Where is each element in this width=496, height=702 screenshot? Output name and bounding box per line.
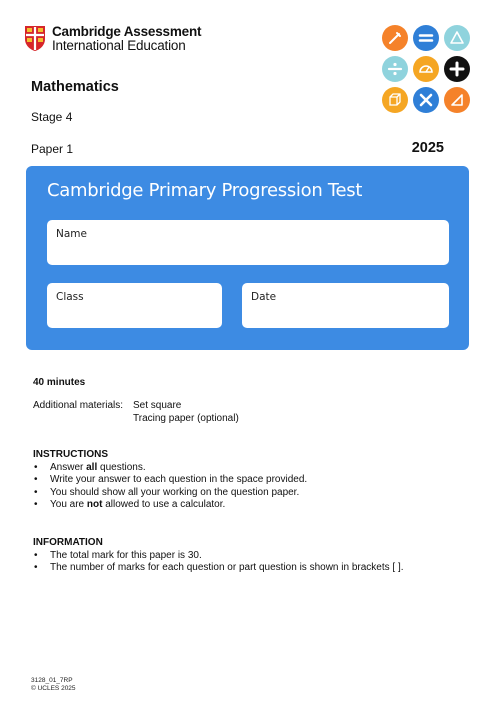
shield-icon [24, 25, 46, 52]
name-field[interactable] [47, 220, 449, 265]
information-heading: INFORMATION [33, 537, 103, 548]
date-field[interactable] [242, 283, 449, 328]
equals-icon [413, 25, 439, 51]
instruction-item: • You are not allowed to use a calculator. [33, 499, 307, 512]
multiply-icon [413, 87, 439, 113]
protractor-icon [413, 56, 439, 82]
instruction-item: • You should show all your working on the question paper. [33, 487, 307, 500]
information-item: • The number of marks for each question or part question is shown in brackets [ ]. [33, 562, 404, 575]
material-item: Tracing paper (optional) [133, 413, 239, 424]
paper-code: 3128_01_7RP [31, 677, 73, 684]
class-field[interactable] [47, 283, 222, 328]
information-item: • The total mark for this paper is 30. [33, 550, 404, 563]
set-square-icon [444, 87, 470, 113]
exam-year: 2025 [411, 140, 444, 156]
information-section [33, 537, 404, 575]
instructions-section [33, 449, 307, 512]
org-name-line1: Cambridge Assessment [52, 24, 202, 39]
instructions-heading: INSTRUCTIONS [33, 449, 108, 460]
name-field-label: Name [56, 228, 87, 240]
date-field-label: Date [251, 291, 277, 303]
class-field-label: Class [56, 291, 84, 303]
subject-icon-grid [382, 25, 470, 113]
instruction-item: • Write your answer to each question in the space provided. [33, 474, 307, 487]
plus-icon [444, 56, 470, 82]
footer [31, 677, 76, 693]
subject-title: Mathematics [31, 79, 119, 95]
divide-icon [382, 56, 408, 82]
copyright: © UCLES 2025 [31, 685, 76, 692]
candidate-details-panel [26, 166, 469, 350]
cambridge-logo [24, 25, 201, 53]
cube-icon [382, 87, 408, 113]
additional-materials [33, 399, 239, 425]
duration: 40 minutes [33, 377, 86, 388]
instruction-item: • Answer all questions. [33, 462, 307, 475]
materials-label: Additional materials: [33, 400, 124, 411]
triangle-icon [444, 25, 470, 51]
paper-label: Paper 1 [31, 142, 74, 156]
org-name-line2: International Education [52, 38, 186, 53]
stage-label: Stage 4 [31, 110, 73, 124]
test-title: Cambridge Primary Progression Test [47, 180, 363, 201]
pencil-icon [382, 25, 408, 51]
material-item: Set square [133, 400, 182, 411]
